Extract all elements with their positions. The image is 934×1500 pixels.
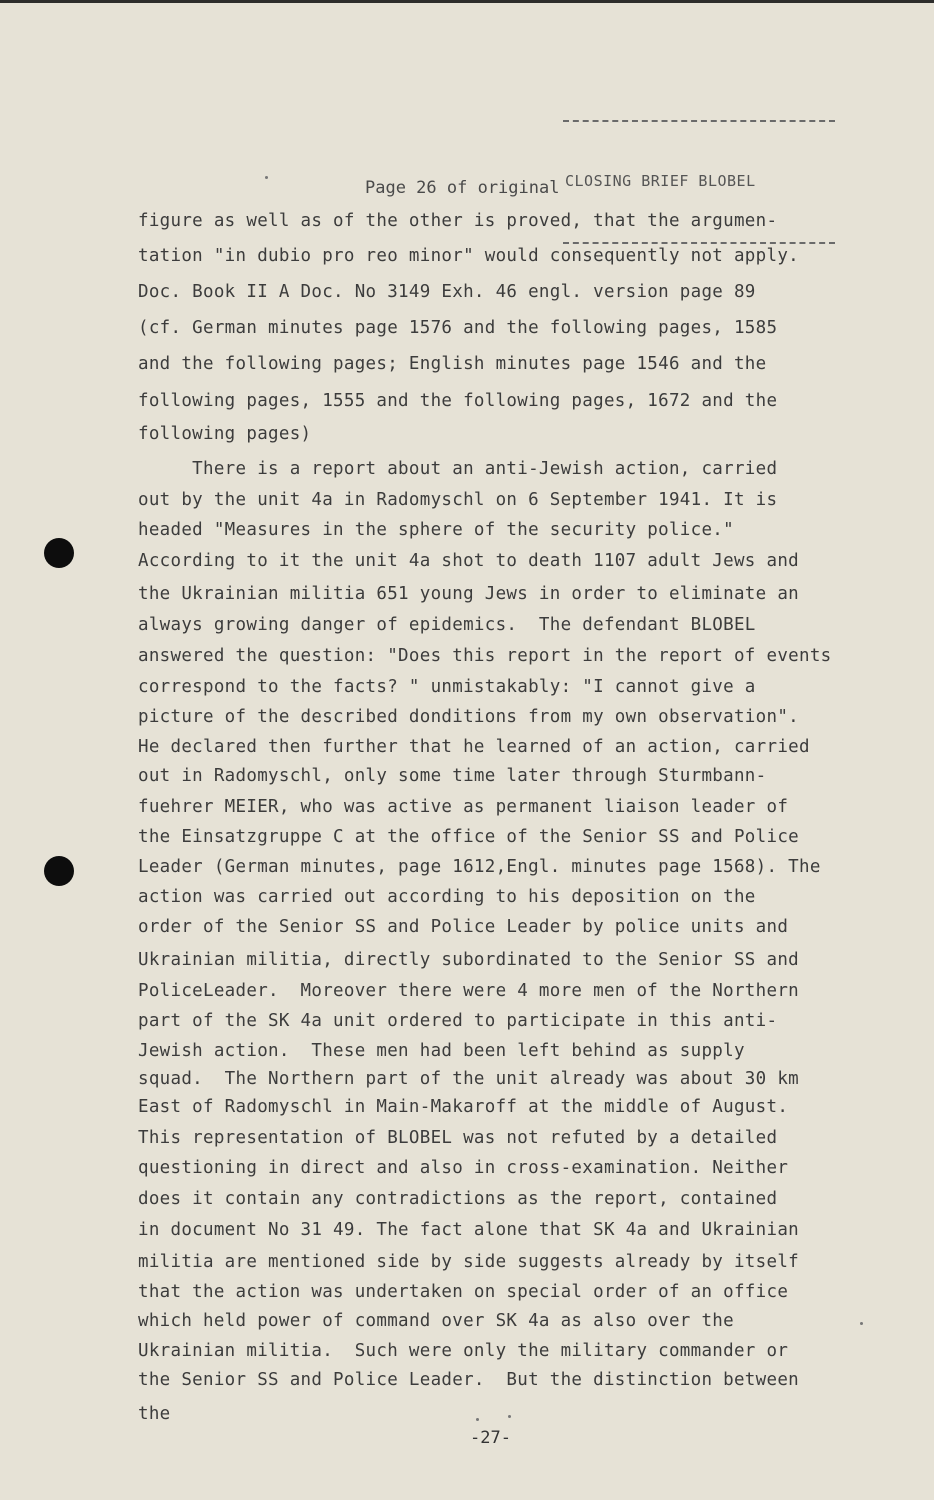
text-line: This representation of BLOBEL was not refuted by a detailed (138, 1128, 778, 1148)
text-line: part of the SK 4a unit ordered to participate in this anti- (138, 1011, 778, 1031)
speck (476, 1418, 479, 1421)
scan-edge (0, 0, 934, 3)
text-line: headed "Measures in the sphere of the security police." (138, 520, 734, 540)
text-line: order of the Senior SS and Police Leader by police units and (138, 917, 789, 937)
text-line: action was carried out according to his deposition on the (138, 887, 756, 907)
text-line: Ukrainian militia. Such were only the military commander or (138, 1341, 789, 1361)
header-title: CLOSING BRIEF BLOBEL (565, 172, 756, 190)
text-line: answered the question: "Does this report in the report of events (138, 646, 832, 666)
text-line: out in Radomyschl, only some time later through Sturmbann- (138, 766, 767, 786)
text-line: picture of the described donditions from my own observation". (138, 707, 799, 727)
text-line: squad. The Northern part of the unit already was about 30 km (138, 1069, 799, 1089)
speck (265, 176, 268, 179)
text-line: East of Radomyschl in Main-Makaroff at the middle of August. (138, 1097, 789, 1117)
text-line: the Einsatzgruppe C at the office of the Senior SS and Police (138, 827, 799, 847)
text-line: following pages) (138, 424, 312, 444)
text-line: that the action was undertaken on special order of an office (138, 1282, 789, 1302)
text-line: always growing danger of epidemics. The defendant BLOBEL (138, 615, 756, 635)
text-line: following pages, 1555 and the following pages, 1672 and the (138, 391, 778, 411)
text-line: tation "in dubio pro reo minor" would consequently not apply. (138, 246, 799, 266)
text-line: and the following pages; English minutes page 1546 and the (138, 354, 767, 374)
text-line: (cf. German minutes page 1576 and the following pages, 1585 (138, 318, 778, 338)
text-line: which held power of command over SK 4a as also over the (138, 1311, 734, 1331)
text-line: correspond to the facts? " unmistakably: "I cannot give a (138, 677, 756, 697)
text-line: There is a report about an anti-Jewish action, carried (138, 459, 778, 479)
text-line: out by the unit 4a in Radomyschl on 6 September 1941. It is (138, 490, 778, 510)
punch-hole-bottom (44, 856, 74, 886)
text-line: in document No 31 49. The fact alone that SK 4a and Ukrainian (138, 1220, 799, 1240)
text-line: Jewish action. These men had been left behind as supply (138, 1041, 745, 1061)
text-line: Doc. Book II A Doc. No 3149 Exh. 46 engl. version page 89 (138, 282, 756, 302)
text-line: the Ukrainian militia 651 young Jews in order to eliminate an (138, 584, 799, 604)
page-reference: Page 26 of original (365, 178, 560, 198)
text-line: fuehrer MEIER, who was active as permanent liaison leader of (138, 797, 789, 817)
text-line: Leader (German minutes, page 1612,Engl. minutes page 1568). The (138, 857, 821, 877)
text-line: questioning in direct and also in cross-examination. Neither (138, 1158, 789, 1178)
text-line: does it contain any contradictions as the report, contained (138, 1189, 778, 1209)
speck (508, 1415, 511, 1418)
header-rule-top (563, 120, 835, 122)
text-line: According to it the unit 4a shot to death 1107 adult Jews and (138, 551, 799, 571)
text-line: figure as well as of the other is proved, that the argumen- (138, 211, 778, 231)
text-line: militia are mentioned side by side suggests already by itself (138, 1252, 799, 1272)
header-rule-bottom (563, 242, 835, 244)
punch-hole-top (44, 538, 74, 568)
text-line: He declared then further that he learned of an action, carried (138, 737, 810, 757)
speck (860, 1322, 863, 1325)
text-line: PoliceLeader. Moreover there were 4 more men of the Northern (138, 981, 799, 1001)
text-line: the (138, 1404, 171, 1424)
text-line: the Senior SS and Police Leader. But the distinction between (138, 1370, 799, 1390)
page-number: -27- (470, 1428, 511, 1448)
text-line: Ukrainian militia, directly subordinated to the Senior SS and (138, 950, 799, 970)
